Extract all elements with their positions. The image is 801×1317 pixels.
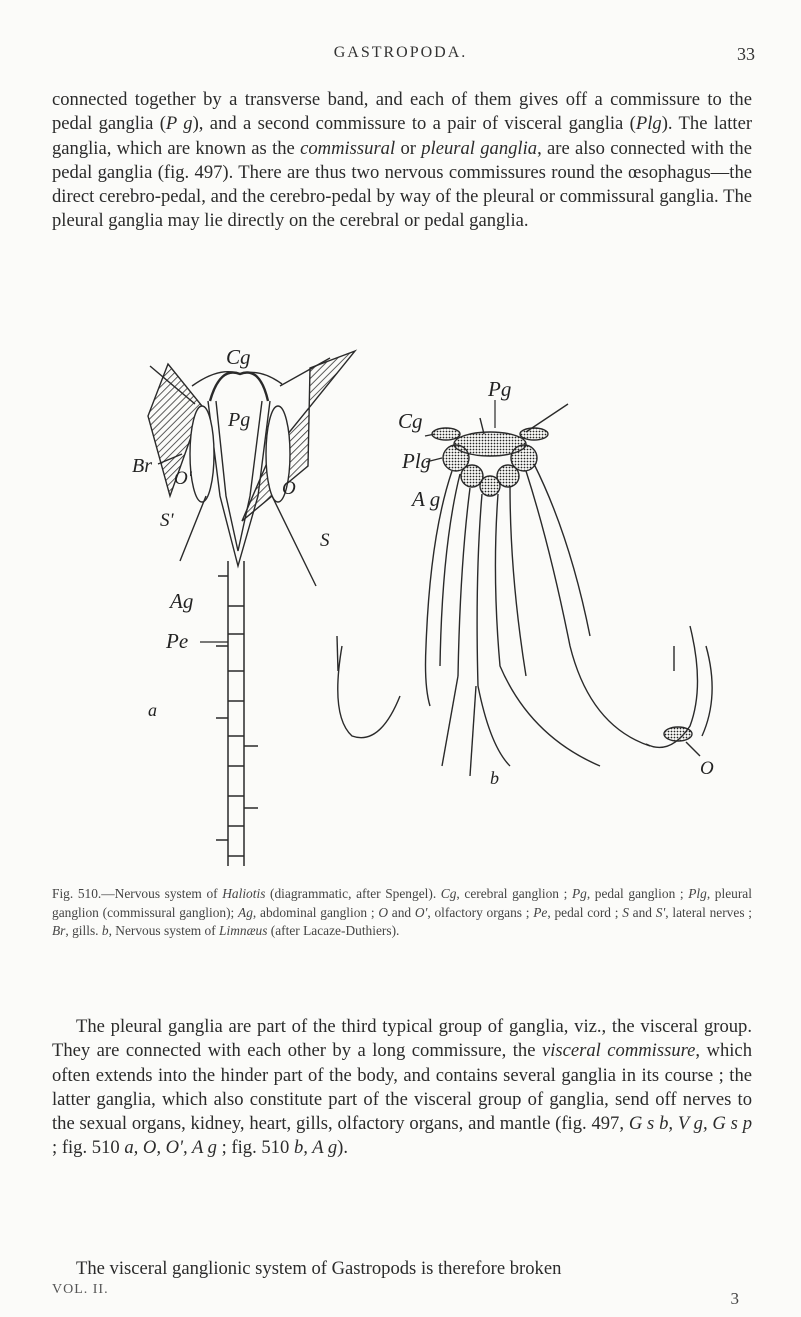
running-title: GASTROPODA. <box>333 44 468 61</box>
label-o-b: O <box>700 758 714 779</box>
text-run: , pleural ganglion (commissural ganglion); <box>52 886 752 920</box>
italic-term: Plg <box>635 113 662 135</box>
page-number: 33 <box>737 44 755 64</box>
panel-label-a: a <box>148 700 157 720</box>
italic-term: visceral commissure <box>541 1040 696 1062</box>
label-cg-a: Cg <box>226 346 251 369</box>
text-run: , are also connected with the pedal ganglia (fig. 497). There are thus two nervous commissures round the œsophagus—the direct cerebro-pedal, and the cerebro-pedal by way of the pleural or commissural ganglia. The pleural ganglia may lie directly on the cerebral or pedal ganglia. <box>52 137 752 232</box>
label-ag-a: Ag <box>170 589 194 613</box>
lateral-nerve-left <box>180 496 206 561</box>
text-run: ). <box>337 1137 349 1159</box>
text-run: , cerebral ganglion ; <box>456 886 572 901</box>
italic-term: S <box>622 904 629 920</box>
signature-mark: 3 <box>730 1289 739 1308</box>
text-run: Fig. 510.—Nervous system of <box>52 886 223 901</box>
figure-510-drawing <box>130 346 730 871</box>
volume-mark: VOL. II. <box>52 1282 109 1297</box>
label-br: Br <box>132 455 152 477</box>
figure-510 <box>130 346 730 871</box>
text-run: , abdominal ganglion ; <box>252 904 379 920</box>
text-run: (after Lacaze-Duthiers). <box>267 923 400 938</box>
text-run: (diagrammatic, after Spengel). <box>265 886 441 901</box>
olfactory-organ-left <box>190 406 214 502</box>
label-o-left: O' <box>174 468 192 489</box>
panel-b-limnaeus <box>337 404 712 776</box>
text-run: , pedal ganglion ; <box>586 886 689 901</box>
italic-term: Plg <box>688 886 707 901</box>
text-run: ). The latter ganglia, which are known as the <box>52 113 753 159</box>
paragraph-last: The visceral ganglionic system of Gastropods is therefore broken <box>76 1258 562 1279</box>
italic-term: b, A g <box>293 1137 338 1159</box>
label-pg-a: Pg <box>228 409 251 431</box>
text-run: , gills. <box>65 923 102 938</box>
text-run: and <box>628 904 656 920</box>
label-pg-b: Pg <box>488 377 512 401</box>
italic-term: G s b, V g, G s p <box>628 1113 753 1135</box>
text-run: and <box>388 904 415 920</box>
text-run: or <box>395 137 422 159</box>
label-plg: Plg <box>402 449 432 473</box>
label-pe: Pe <box>166 629 189 653</box>
text-run: , olfactory organs ; <box>427 904 534 920</box>
italic-term: a, O, O', A g <box>124 1137 217 1159</box>
italic-term: Haliotis <box>222 886 266 901</box>
italic-term: S' <box>655 904 666 920</box>
italic-term: Ag <box>238 904 253 920</box>
running-head <box>0 44 801 68</box>
paragraph-top <box>52 88 752 234</box>
right-gill <box>242 351 355 521</box>
text-run: ; fig. 510 <box>52 1137 125 1159</box>
italic-term: O <box>378 904 389 920</box>
text-run: , lateral nerves ; <box>665 904 752 920</box>
lateral-nerve-right <box>272 496 316 586</box>
label-ag-b: A g <box>412 487 441 511</box>
text-run: connected together by a transverse band, and each of them gives off a commissure to the pedal ganglia ( <box>52 89 752 135</box>
text-run: ), and a second commissure to a pair of visceral ganglia ( <box>192 113 636 135</box>
label-cg-b: Cg <box>398 409 423 433</box>
italic-term: Pg <box>571 886 587 901</box>
italic-term: P g <box>165 113 193 135</box>
text-run: , Nervous system of <box>108 923 220 938</box>
italic-term: Br <box>52 923 66 938</box>
text-run: , pedal cord ; <box>547 904 623 920</box>
italic-term: pleural ganglia <box>421 137 538 159</box>
label-s-right: S <box>320 530 330 551</box>
paragraph-bottom <box>52 1015 752 1161</box>
italic-term: Pe <box>533 904 548 920</box>
italic-term: Cg <box>440 886 457 901</box>
pedal-cord <box>216 561 258 866</box>
italic-term: Limnæus <box>219 923 268 938</box>
label-s-left: S' <box>160 510 174 531</box>
label-o-right: O <box>282 478 296 499</box>
figure-caption <box>52 885 752 941</box>
olfactory-organ-b <box>664 727 692 741</box>
text-run: ; fig. 510 <box>216 1137 294 1159</box>
italic-term: O' <box>414 904 428 920</box>
panel-label-b: b <box>490 768 499 788</box>
italic-term: commissural <box>300 137 396 159</box>
text-run: , which often extends into the hinder part of the body, and contains several ganglia in its course ; the latter ganglia, which also constitute part of the visceral group of ganglia, send off nerves to the sexual organs, kidney, heart, gills, olfactory organs, and mantle (fig. 497, <box>52 1040 752 1135</box>
text-run: The pleural ganglia are part of the third typical group of ganglia, viz., the visceral group. They are connected with each other by a long commissure, the <box>52 1016 752 1062</box>
italic-term: b <box>101 923 109 938</box>
